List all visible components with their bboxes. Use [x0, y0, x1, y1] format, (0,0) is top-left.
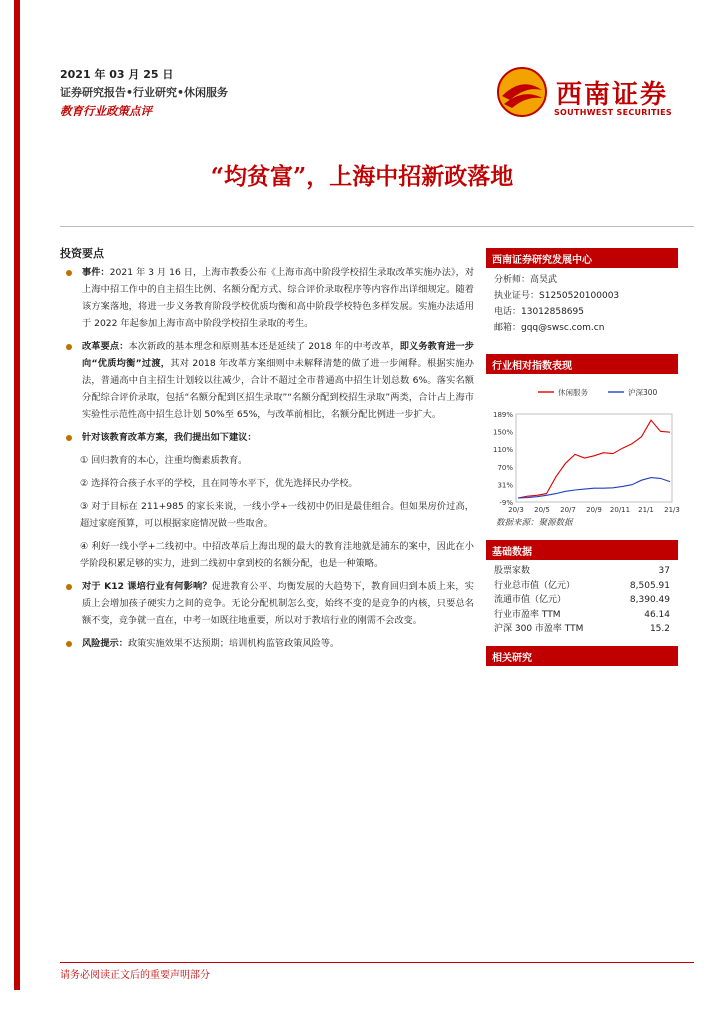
y-tick-label: 31% [497, 481, 513, 490]
basic-data-heading: 基础数据 [486, 540, 678, 560]
x-tick-label: 20/3 [508, 506, 524, 514]
basic-data-key: 股票家数 [494, 566, 531, 576]
event-label: 事件： [82, 267, 110, 278]
left-accent-bar [14, 0, 20, 990]
basic-data-panel [486, 540, 678, 637]
reform-text-2: 其对 2018 年改革方案细则中未解释清楚的做了进一步阐释。根据实施办法，普通高中自主招生计划较以往减少，合计不超过全市普通高中招生计划总数 6%。落实名额分配综合评价录取，包括“名额分配到区招生录取”“名额分配到校招生录取”两类，合计占上海市实验性示范性高中招生总计划 50%至 65%，与改革前相比，名额分配比例进一步扩大。 [82, 358, 474, 420]
reform-paragraph [60, 338, 474, 423]
k12-label: 对于 K12 课培行业有何影响？ [82, 581, 212, 592]
suggestion-item: ② 选择符合孩子水平的学校，且在同等水平下，优先选择民办学校。 [80, 478, 358, 489]
risk-text: 政策实施效果不达预期；培训机构监管政策风险等。 [127, 638, 340, 649]
suggestion-item: ④ 利好一线小学+二线初中。中招改革后上海出现的最大的教育洼地就是浦东的案中，因此在小学阶段积累足够的实力，进到二线初中拿到校的名额分配，也是一种策略。 [80, 541, 474, 569]
basic-data-key: 行业市盈率 TTM [494, 609, 561, 620]
event-text: 2021 年 3 月 16 日，上海市教委公布《上海市高中阶段学校招生录取改革实施办法》，对上海中招工作中的自主招生比例、名额分配方式、综合评价录取程序等内容作出详细规定。随着该方案落地，将进一步义务教育阶段学校优质均衡和高中阶段学校特色多样发展。实施办法适用于 2022 年起参加上海市高中阶段学校招生录取的考生。 [82, 267, 475, 329]
basic-data-value: 8,505.91 [629, 580, 670, 591]
report-subtitle: 教育行业政策点评 [60, 104, 152, 118]
x-tick-label: 21/3 [664, 506, 680, 514]
y-tick-label: 110% [492, 446, 513, 455]
suggestion-item: ③ 对于目标在 211+985 的家长来说，一线小学+一线初中仍旧是最佳组合。但如果房价过高，超过家庭预算，可以根据家庭情况做一些取舍。 [80, 501, 474, 529]
basic-data-row [492, 622, 672, 637]
basic-data-value: 15.2 [649, 624, 670, 634]
basic-data-value: 37 [658, 566, 670, 576]
index-performance-panel [486, 354, 678, 532]
chart-source: 数据来源：聚源数据 [496, 518, 573, 528]
email-address: 邮箱：gqq@swsc.com.cn [494, 323, 605, 333]
divider [60, 226, 694, 227]
x-tick-label: 20/7 [560, 506, 576, 514]
basic-data-row [492, 579, 672, 594]
license-number: 执业证号：S1250520100003 [494, 291, 620, 301]
basic-data-key: 行业总市值（亿元） [494, 580, 576, 591]
risk-paragraph [60, 635, 474, 652]
suggestion-item: ① 回归教育的本心，注重均衡素质教育。 [80, 455, 248, 466]
basic-data-row [492, 593, 672, 608]
x-tick-label: 20/5 [534, 506, 550, 514]
basic-data-row [492, 608, 672, 623]
event-paragraph [60, 264, 474, 332]
suggest-heading [60, 429, 474, 446]
reform-label: 改革要点： [82, 341, 129, 352]
logo-text-en: SOUTHWEST SECURITIES [554, 108, 672, 117]
series-line-休闲服务 [518, 420, 670, 498]
page-title: “均贫富”，上海中招新政落地 [210, 163, 514, 190]
y-tick-label: 189% [492, 411, 513, 419]
basic-data-value: 46.14 [644, 609, 670, 620]
risk-label: 风险提示： [82, 638, 128, 649]
k12-text: 促进教育公平、均衡发展的大趋势下，教育回归到本质上来，实质上会增加孩子硬实力之间的竞争。无论分配机制怎么变，始终不变的是竞争的内核，只要总名额不变，竞争就一直在，中考一如既往地重要，所以对于教培行业的刚需不会改变。 [82, 581, 474, 626]
legend-label: 休闲服务 [558, 388, 588, 397]
phone-number: 电话：13012858695 [494, 307, 584, 317]
footer-disclaimer: 请务必阅读正文后的重要声明部分 [60, 970, 210, 981]
logo-emblem-icon [496, 66, 548, 118]
main-body [60, 264, 474, 658]
x-tick-label: 20/9 [586, 506, 602, 514]
footer-divider [60, 962, 694, 963]
index-chart [486, 378, 678, 512]
reform-bold: 即义务教育进一步向“优质均衡”过渡， [82, 341, 474, 369]
basic-data-row [492, 564, 672, 579]
analyst-name: 分析师：高昊武 [494, 275, 558, 285]
suggest-label: 针对该教育改革方案，我们提出如下建议： [82, 432, 257, 443]
reform-text-1: 本次新政的基本理念和原则基本还是延续了 2018 年的中考改革， [128, 341, 400, 352]
sidebar [486, 248, 678, 336]
legend-label: 沪深300 [628, 388, 658, 397]
basic-data-key: 沪深 300 市盈率 TTM [494, 624, 584, 634]
company-logo [496, 62, 696, 122]
related-research-heading: 相关研究 [486, 646, 678, 666]
logo-text-cn: 西南证券 [556, 80, 669, 110]
research-center-heading: 西南证券研究发展中心 [486, 248, 678, 268]
k12-paragraph [60, 578, 474, 629]
section-heading: 投资要点 [60, 247, 104, 260]
index-performance-heading: 行业相对指数表现 [486, 354, 678, 374]
y-tick-label: 150% [492, 428, 513, 437]
report-date: 2021 年 03 月 25 日 [60, 68, 174, 81]
report-type: 证券研究报告•行业研究•休闲服务 [60, 86, 229, 99]
y-tick-label: 70% [497, 463, 513, 472]
x-tick-label: 20/11 [609, 506, 631, 514]
related-research-panel [486, 646, 678, 666]
basic-data-key: 流通市值（亿元） [494, 595, 567, 605]
x-tick-label: 21/1 [638, 506, 654, 514]
basic-data-value: 8,390.49 [629, 595, 670, 605]
chart-plot-frame [516, 414, 672, 502]
y-tick-label: -9% [499, 499, 513, 507]
